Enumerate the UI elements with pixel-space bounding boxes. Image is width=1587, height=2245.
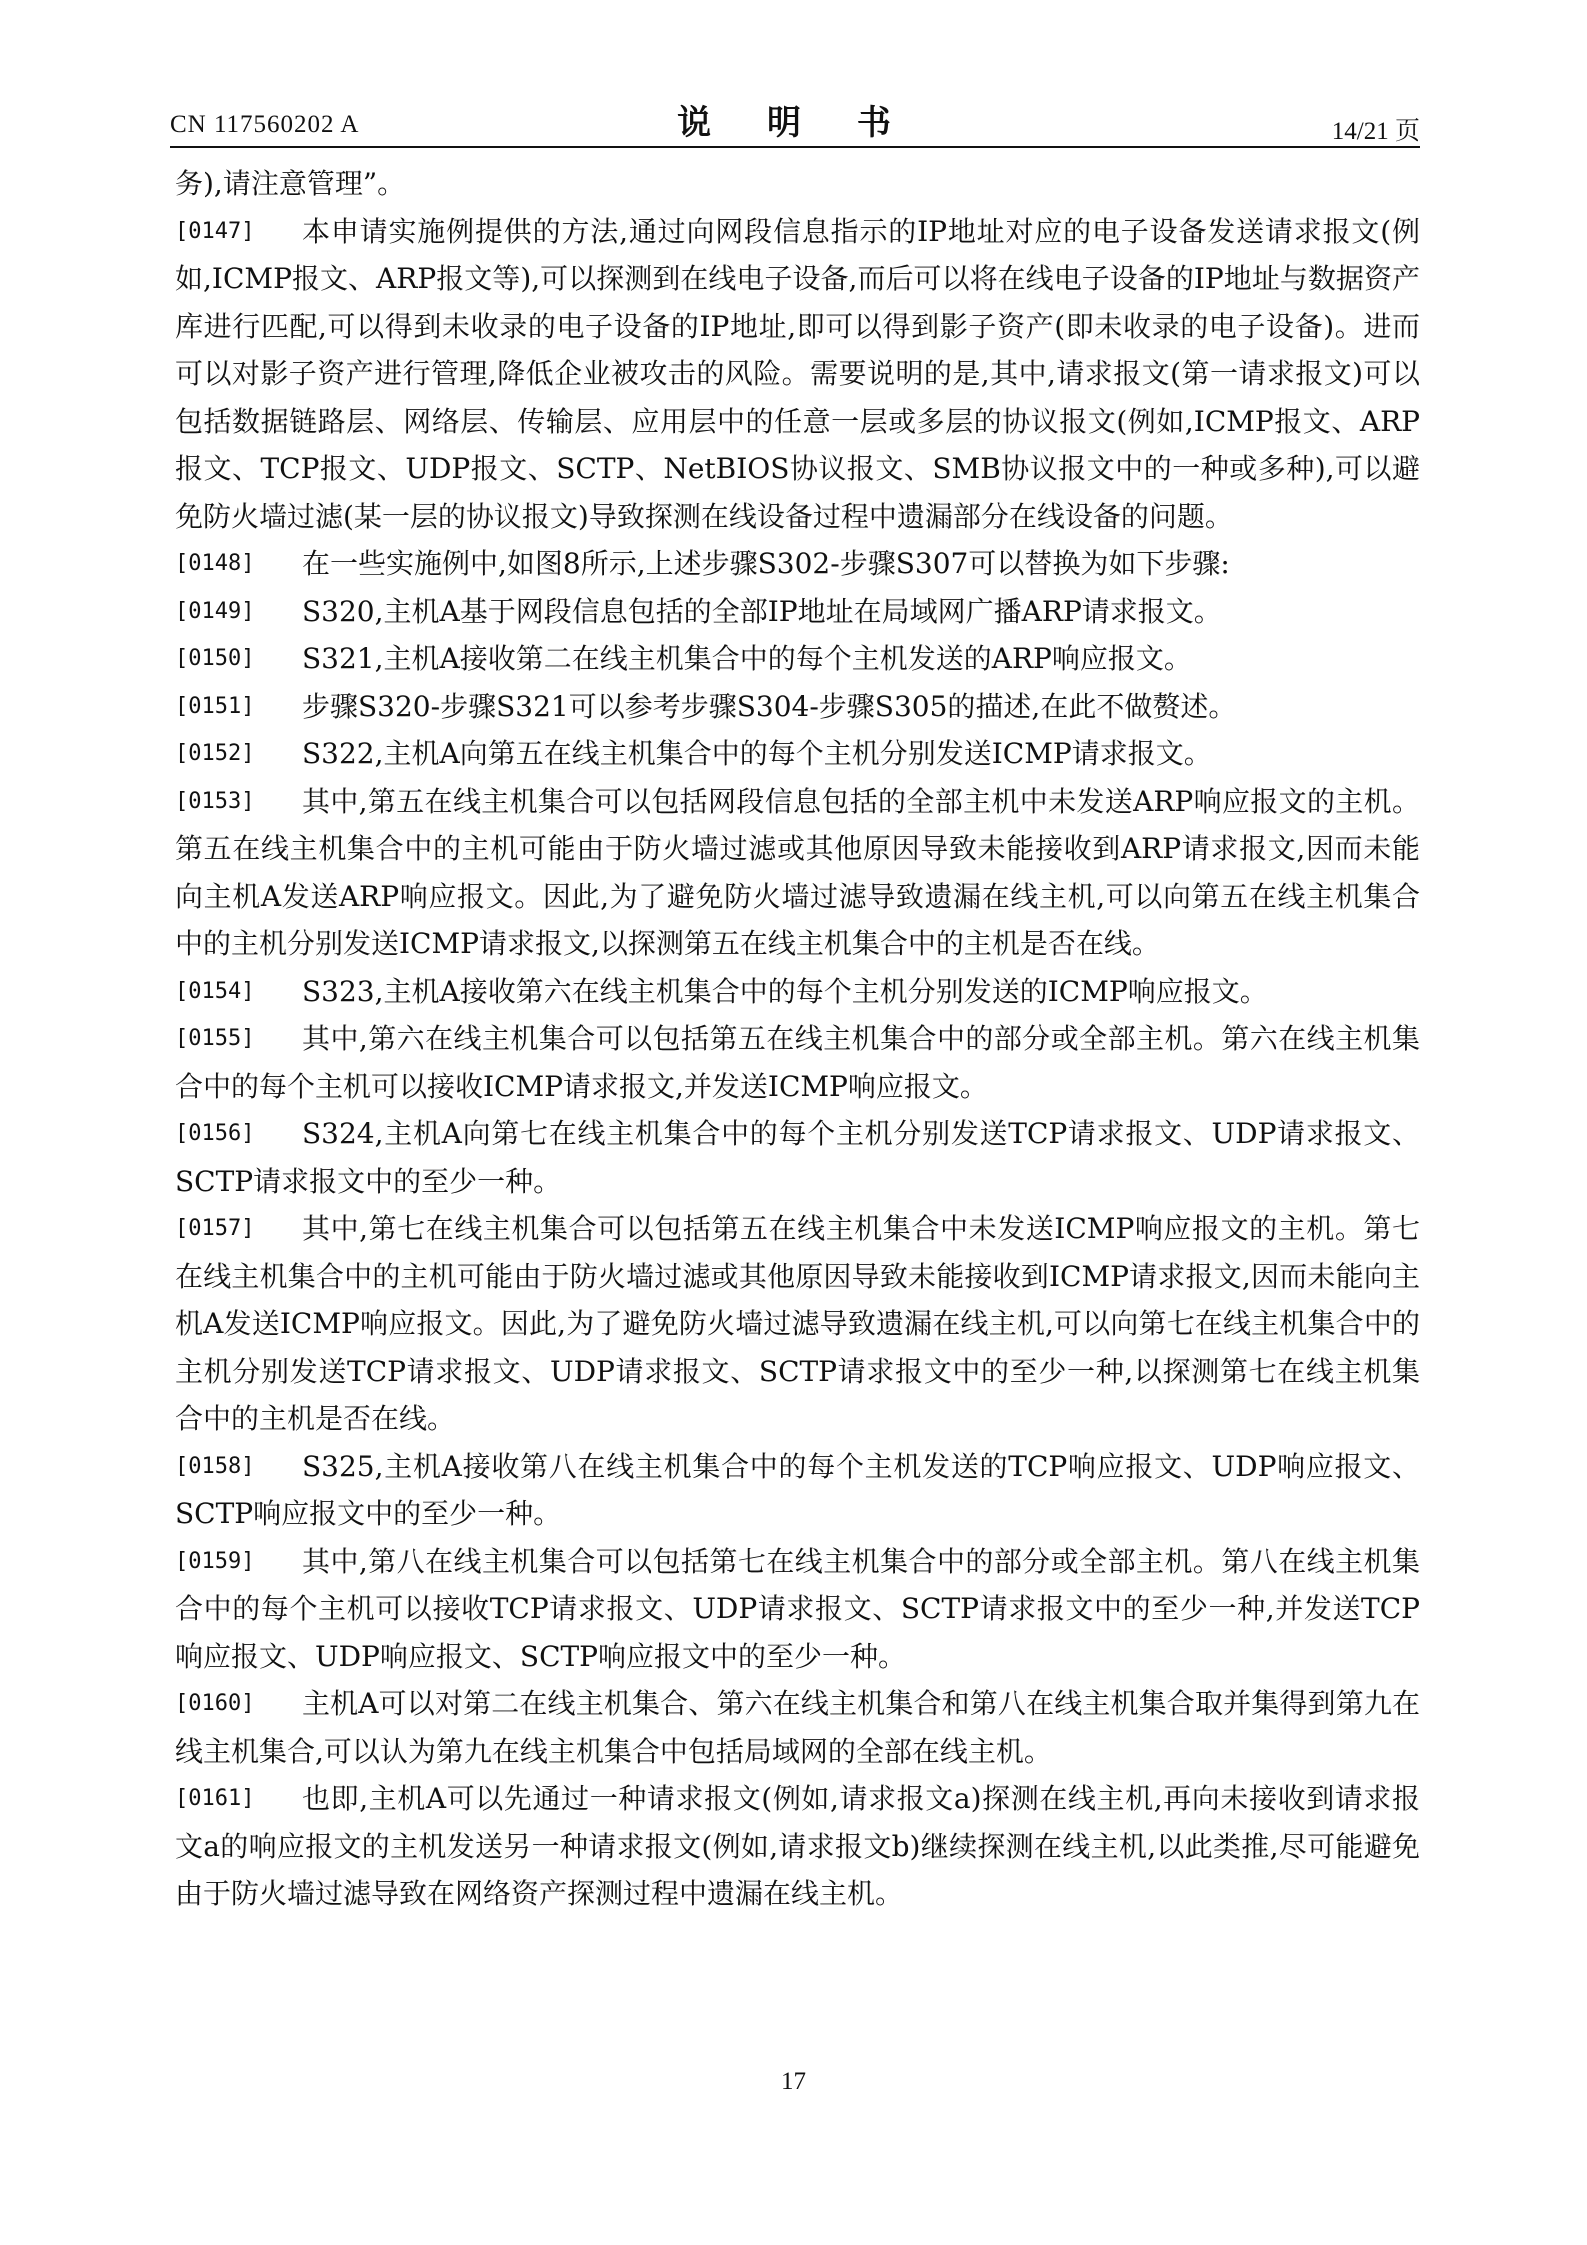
- document-title: 说 明 书: [677, 103, 913, 143]
- paragraph-number: [0156]: [175, 1121, 255, 1146]
- page-header: [170, 95, 1420, 145]
- paragraph-text: S320,主机A基于网段信息包括的全部IP地址在局域网广播ARP请求报文。: [302, 594, 1222, 628]
- paragraph-text: S321,主机A接收第二在线主机集合中的每个主机发送的ARP响应报文。: [302, 642, 1192, 675]
- publication-number: CN 117560202 A: [170, 111, 360, 138]
- paragraph-number: [0153]: [175, 788, 255, 814]
- paragraph-number: [0147]: [175, 218, 255, 244]
- paragraph-text: 务),请注意管理”。: [175, 167, 406, 200]
- paragraph-number: [0160]: [175, 1691, 255, 1716]
- paragraph-0156: [175, 1110, 1420, 1205]
- document-body: [175, 160, 1420, 1918]
- paragraph-number: [0152]: [175, 741, 255, 766]
- paragraph-number: [0148]: [175, 551, 255, 576]
- page-counter: 14/21 页: [1331, 118, 1420, 145]
- paragraph-number: [0161]: [175, 1786, 255, 1811]
- paragraph-number: [0151]: [175, 693, 255, 719]
- paragraph-text: 步骤S320-步骤S321可以参考步骤S304-步骤S305的描述,在此不做赘述。: [302, 689, 1237, 723]
- paragraph-0147: [175, 208, 1420, 541]
- paragraph-text: S323,主机A接收第六在线主机集合中的每个主机分别发送的ICMP响应报文。: [302, 974, 1268, 1008]
- paragraph-0158: [175, 1443, 1420, 1538]
- paragraph-0150: [175, 635, 1420, 683]
- paragraph-0157: [175, 1205, 1420, 1443]
- paragraph-text: 其中,第八在线主机集合可以包括第七在线主机集合中的部分或全部主机。第八在线主机集合中的每个主机可以接收TCP请求报文、UDP请求报文、SCTP请求报文中的至少一种,并发送TCP响应报文、UDP响应报文、SCTP响应报文中的至少一种。: [175, 1544, 1420, 1673]
- paragraph-text: S324,主机A向第七在线主机集合中的每个主机分别发送TCP请求报文、UDP请求报文、SCTP请求报文中的至少一种。: [175, 1117, 1420, 1198]
- paragraph-0148: [175, 540, 1420, 588]
- paragraph-number: [0158]: [175, 1453, 255, 1479]
- paragraph-number: [0154]: [175, 978, 255, 1004]
- paragraph-0153: [175, 778, 1420, 968]
- header-divider: [170, 146, 1420, 148]
- paragraph-text: 本申请实施例提供的方法,通过向网段信息指示的IP地址对应的电子设备发送请求报文(例如,ICMP报文、ARP报文等),可以探测到在线电子设备,而后可以将在线电子设备的IP地址与数据资产库进行匹配,可以得到未收录的电子设备的IP地址,即可以得到影子资产(即未收录的电子设备)。进而可以对影子资产进行管理,降低企业被攻击的风险。需要说明的是,其中,请求报文(第一请求报文)可以包括数据链路层、网络层、传输层、应用层中的任意一层或多层的协议报文(例如,ICMP报文、ARP报文、TCP报文、UDP报文、SCTP、NetBIOS协议报文、SMB协议报文中的一种或多种),可以避免防火墙过滤(某一层的协议报文)导致探测在线设备过程中遗漏部分在线设备的问题。: [175, 214, 1420, 533]
- paragraph-text: S322,主机A向第五在线主机集合中的每个主机分别发送ICMP请求报文。: [302, 737, 1212, 770]
- paragraph-text: 也即,主机A可以先通过一种请求报文(例如,请求报文a)探测在线主机,再向未接收到请求报文a的响应报文的主机发送另一种请求报文(例如,请求报文b)继续探测在线主机,以此类推,尽可能避免由于防火墙过滤导致在网络资产探测过程中遗漏在线主机。: [175, 1782, 1420, 1910]
- paragraph-text: 其中,第七在线主机集合可以包括第五在线主机集合中未发送ICMP响应报文的主机。第七在线主机集合中的主机可能由于防火墙过滤或其他原因导致未能接收到ICMP请求报文,因而未能向主机A发送ICMP响应报文。因此,为了避免防火墙过滤导致遗漏在线主机,可以向第七在线主机集合中的主机分别发送TCP请求报文、UDP请求报文、SCTP请求报文中的至少一种,以探测第七在线主机集合中的主机是否在线。: [175, 1212, 1420, 1435]
- paragraph-number: [0155]: [175, 1026, 255, 1051]
- paragraph-continuation: [175, 160, 1420, 208]
- paragraph-0152: [175, 730, 1420, 778]
- paragraph-0155: [175, 1015, 1420, 1110]
- paragraph-number: [0157]: [175, 1216, 255, 1241]
- paragraph-number: [0150]: [175, 646, 255, 671]
- paragraph-text: 在一些实施例中,如图8所示,上述步骤S302-步骤S307可以替换为如下步骤:: [302, 547, 1230, 580]
- paragraph-0160: [175, 1680, 1420, 1775]
- paragraph-0159: [175, 1538, 1420, 1681]
- paragraph-0149: [175, 588, 1420, 636]
- paragraph-0154: [175, 968, 1420, 1016]
- paragraph-text: 其中,第六在线主机集合可以包括第五在线主机集合中的部分或全部主机。第六在线主机集合中的每个主机可以接收ICMP请求报文,并发送ICMP响应报文。: [175, 1022, 1420, 1103]
- paragraph-0151: [175, 683, 1420, 731]
- page-number: 17: [781, 2068, 806, 2095]
- paragraph-0161: [175, 1775, 1420, 1918]
- paragraph-text: S325,主机A接收第八在线主机集合中的每个主机发送的TCP响应报文、UDP响应报文、SCTP响应报文中的至少一种。: [175, 1449, 1420, 1530]
- paragraph-number: [0149]: [175, 598, 255, 624]
- paragraph-text: 主机A可以对第二在线主机集合、第六在线主机集合和第八在线主机集合取并集得到第九在线主机集合,可以认为第九在线主机集合中包括局域网的全部在线主机。: [175, 1687, 1420, 1768]
- paragraph-number: [0159]: [175, 1548, 255, 1574]
- paragraph-text: 其中,第五在线主机集合可以包括网段信息包括的全部主机中未发送ARP响应报文的主机。第五在线主机集合中的主机可能由于防火墙过滤或其他原因导致未能接收到ARP请求报文,因而未能向主机A发送ARP响应报文。因此,为了避免防火墙过滤导致遗漏在线主机,可以向第五在线主机集合中的主机分别发送ICMP请求报文,以探测第五在线主机集合中的主机是否在线。: [175, 784, 1420, 960]
